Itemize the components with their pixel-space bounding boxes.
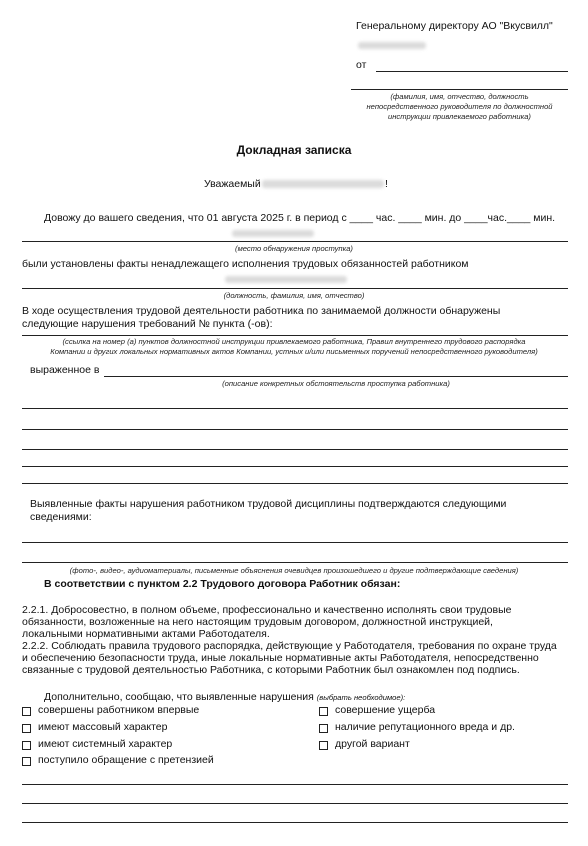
checkbox-complaint[interactable] <box>22 757 31 766</box>
option-other: другой вариант <box>335 738 410 750</box>
notes-line[interactable] <box>22 822 568 823</box>
place-caption: (место обнаружения проступка) <box>235 244 353 253</box>
circumstances-line[interactable] <box>22 408 568 409</box>
expressed-label: выраженное в <box>30 364 100 376</box>
circumstances-line[interactable] <box>22 429 568 430</box>
from-label: от <box>356 59 367 71</box>
additional-hint: (выбрать необходимое): <box>316 693 406 702</box>
evidence-line[interactable] <box>22 542 568 543</box>
notes-line[interactable] <box>22 803 568 804</box>
evidence-line[interactable] <box>22 562 568 563</box>
page-title: Докладная записка <box>236 143 352 157</box>
clause-222-line-2: и обеспечению безопасности труда, иные локальные нормативные акты Работодателя, непосредственно <box>22 652 539 664</box>
notes-line[interactable] <box>22 784 568 785</box>
violations-line-1: В ходе осуществления трудовой деятельности работника по занимаемой должности обнаружены <box>22 305 501 317</box>
circumstances-caption: (описание конкретных обстоятельств проступка работника) <box>222 379 450 388</box>
contract-heading: В соответствии с пунктом 2.2 Трудового договора Работник обязан: <box>44 578 401 590</box>
from-caption-3: инструкции привлекаемого работника) <box>388 112 531 121</box>
option-first-time: совершены работником впервые <box>38 704 200 716</box>
option-complaint: поступило обращение с претензией <box>38 754 214 766</box>
circumstances-line[interactable] <box>22 483 568 484</box>
checkbox-first-time[interactable] <box>22 707 31 716</box>
violations-caption-1: (ссылка на номер (а) пунктов должностной инструкции привлекаемого работника, Правил внутреннего трудового распорядка <box>62 337 526 346</box>
checkbox-reputation[interactable] <box>319 724 328 733</box>
from-line-2[interactable] <box>351 89 568 90</box>
clause-221-line-1: 2.2.1. Добросовестно, в полном объеме, профессионально и качественно исполнять свои трудовые <box>22 604 512 616</box>
greeting-suffix: ! <box>385 178 388 190</box>
employee-line[interactable] <box>22 288 568 289</box>
clause-222-line-3: связанные с трудовой деятельностью Работника, с которыми Работник был ознакомлен под подпись. <box>22 664 520 676</box>
clause-222-line-1: 2.2.2. Соблюдать правила трудового распорядка, действующие у Работодателя, требования по охране труда <box>22 640 557 652</box>
redacted-name <box>358 42 426 49</box>
redacted-name <box>262 180 384 188</box>
confirm-line-1: Выявленные факты нарушения работником трудовой дисциплины подтверждаются следующими <box>30 498 507 510</box>
additional-label: Дополнительно, сообщаю, что выявленные нарушения <box>44 691 317 703</box>
circumstances-line[interactable] <box>22 449 568 450</box>
addressee: Генеральному директору АО "Вкусвилл" <box>356 20 553 32</box>
checkbox-other[interactable] <box>319 741 328 750</box>
evidence-caption: (фото-, видео-, аудиоматериалы, письменные объяснения очевидцев произошедшего и другие подтверждающие сведения) <box>69 566 519 575</box>
confirm-line-2: сведениями: <box>30 511 92 523</box>
from-line[interactable] <box>376 71 568 72</box>
clause-221-line-3: локальными нормативными актами Работодателя. <box>22 628 270 640</box>
checkbox-mass[interactable] <box>22 724 31 733</box>
option-reputation: наличие репутационного вреда и др. <box>335 721 515 733</box>
option-mass: имеют массовый характер <box>38 721 168 733</box>
clause-221-line-2: обязанности, возложенные на него настоящим трудовым договором, должностной инструкцией, <box>22 616 493 628</box>
from-caption-2: непосредственного руководителя по должностной <box>366 102 553 111</box>
position-caption: (должность, фамилия, имя, отчество) <box>223 291 365 300</box>
place-line[interactable] <box>22 241 568 242</box>
additional-text <box>44 691 405 704</box>
redacted-place <box>232 230 314 237</box>
circumstances-line[interactable] <box>22 466 568 467</box>
established-text: были установлены факты ненадлежащего исполнения трудовых обязанностей работником <box>22 258 469 270</box>
intro-text: Довожу до вашего сведения, что 01 августа 2025 г. в период с ____ час. ____ мин. до ____час.____ мин. <box>44 212 556 224</box>
violations-line-2: следующие нарушения требований № пункта (-ов): <box>22 318 273 330</box>
redacted-employee <box>225 276 347 283</box>
checkbox-damage[interactable] <box>319 707 328 716</box>
from-caption-1: (фамилия, имя, отчество, должность <box>390 92 529 101</box>
option-damage: совершение ущерба <box>335 704 436 716</box>
checkbox-systematic[interactable] <box>22 741 31 750</box>
violations-caption-2: Компании и других локальных нормативных актов Компании, устных и/или письменных поручений непосредственного руководителя) <box>50 347 538 356</box>
expressed-line[interactable] <box>104 376 568 377</box>
option-systematic: имеют системный характер <box>38 738 173 750</box>
greeting-prefix: Уважаемый <box>204 178 261 190</box>
violations-line[interactable] <box>22 335 568 336</box>
